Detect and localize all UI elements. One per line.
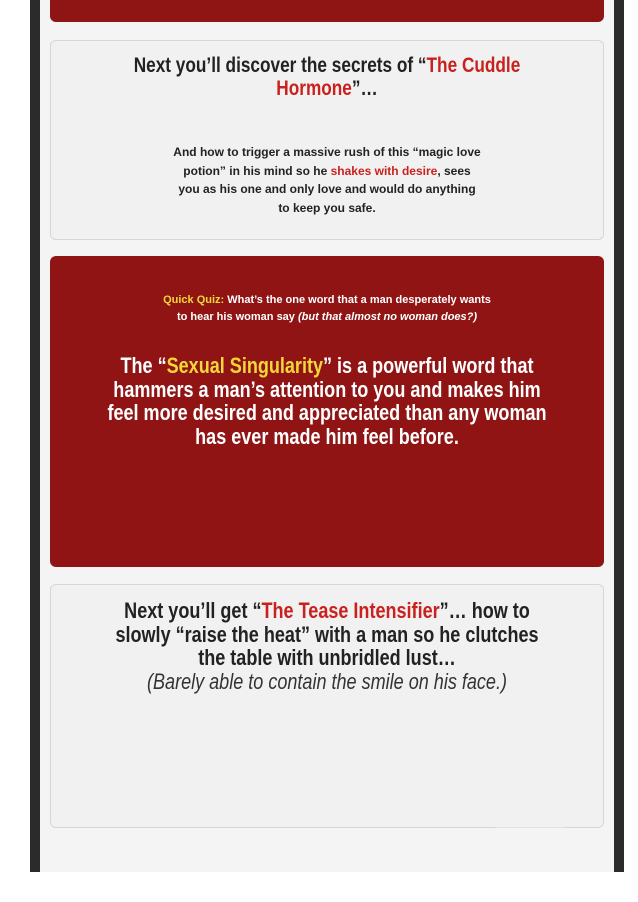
heading-text-end: ” is a powerful word that hammers a man’s attention to you and makes him feel more desired and appreciated than any woman has ever made him feel before. (107, 353, 547, 449)
description-text-end: , sees you as his one and only love and would do anything to keep you safe. (178, 163, 476, 215)
quiz-text: What’s the one word that a man desperately wants to hear his woman say (176, 294, 491, 323)
description-text: And how to trigger a massive rush of this “magic love potion” in his mind so he (173, 145, 481, 178)
heading-highlight: The Cuddle Hormone (276, 54, 521, 100)
cuddle-hormone-heading (101, 54, 554, 100)
tease-intensifier-aside: (Barely able to contain the smile on his face.) (146, 668, 507, 694)
quiz-italic-note: (but that almost no woman does?) (297, 311, 478, 323)
heading-text: Next you’ll get “ (124, 598, 262, 623)
heading-highlight: Sexual Singularity (166, 353, 324, 378)
cuddle-hormone-card (50, 40, 604, 240)
previous-section-banner (50, 0, 604, 22)
quiz-label: Quick Quiz: (163, 294, 225, 306)
heading-text-end: ”… (351, 77, 378, 100)
page-frame-left (30, 0, 40, 872)
heading-text: Next you’ll discover the secrets of “ (133, 54, 427, 77)
description-highlight: shakes with desire (330, 163, 438, 178)
quick-quiz-question (50, 292, 604, 326)
tease-intensifier-card (50, 584, 604, 828)
tease-intensifier-heading (101, 599, 554, 693)
quick-quiz-card (50, 256, 604, 567)
page-content[interactable] (40, 0, 614, 872)
heading-text-end: ”… how to slowly “raise the heat” with a man so he clutches the table with unbridled lust… (115, 598, 539, 670)
divider (495, 827, 565, 828)
heading-text: The “ (120, 353, 167, 378)
cuddle-hormone-description (51, 143, 603, 217)
heading-highlight: The Tease Intensifier (261, 598, 440, 623)
page-frame-right (614, 0, 624, 872)
sexual-singularity-heading (100, 354, 554, 448)
